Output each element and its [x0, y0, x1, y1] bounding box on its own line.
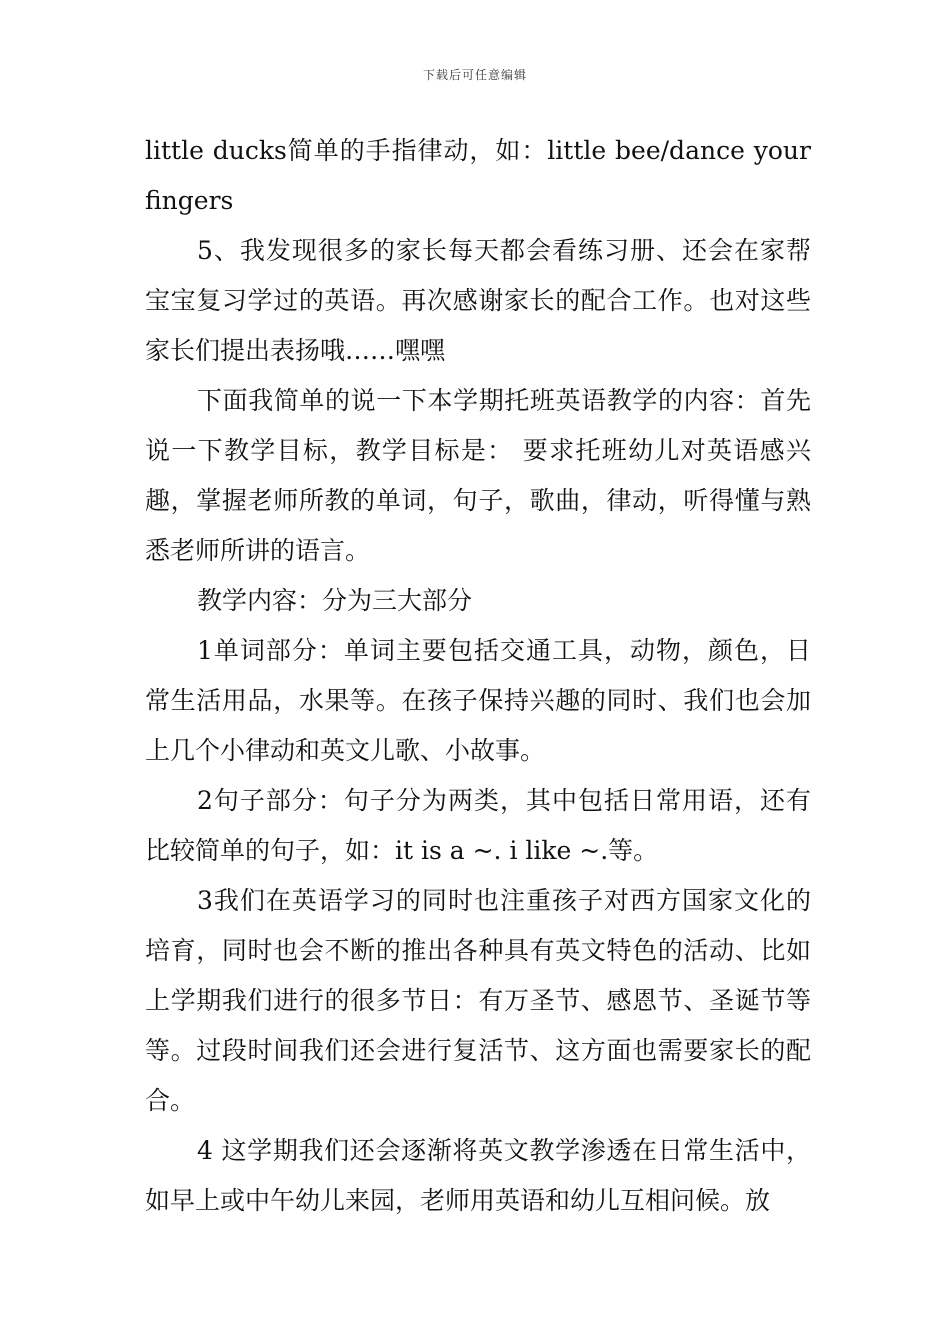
paragraph-parents-thanks: 5、我发现很多的家长每天都会看练习册、还会在家帮宝宝复习学过的英语。再次感谢家长的配合工作。也对这些家长们提出表扬哦……嘿嘿 [145, 236, 811, 365]
paragraph-culture: 3我们在英语学习的同时也注重孩子对西方国家文化的培育，同时也会不断的推出各种具有英文特色的活动、比如上学期我们进行的很多节日：有万圣节、感恩节、圣诞节等等。过段时间我们还会进行复活节、这方面也需要家长的配合。 [145, 886, 811, 1115]
paragraph-finger-rhymes: little ducks简单的手指律动，如：little bee/dance your fingers [145, 136, 811, 215]
paragraph-sentences: 2句子部分：句子分为两类，其中包括日常用语，还有比较简单的句子，如：it is a ~. i like ~.等。 [145, 786, 811, 865]
paragraph-vocabulary: 1单词部分：单词主要包括交通工具，动物，颜色，日常生活用品，水果等。在孩子保持兴趣的同时、我们也会加上几个小律动和英文儿歌、小故事。 [145, 636, 811, 765]
paragraph-daily-life: 4 这学期我们还会逐渐将英文教学渗透在日常生活中，如早上或中午幼儿来园，老师用英语和幼儿互相问候。放 [145, 1136, 811, 1215]
page-header: 下载后可任意编辑 [422, 68, 527, 82]
document-body [145, 126, 811, 1226]
paragraph-teaching-content: 教学内容：分为三大部分 [197, 586, 473, 615]
paragraph-teaching-goals: 下面我简单的说一下本学期托班英语教学的内容：首先说一下教学目标，教学目标是： 要求托班幼儿对英语感兴趣，掌握老师所教的单词，句子，歌曲，律动，听得懂与熟悉老师所讲的语言。 [145, 386, 811, 565]
